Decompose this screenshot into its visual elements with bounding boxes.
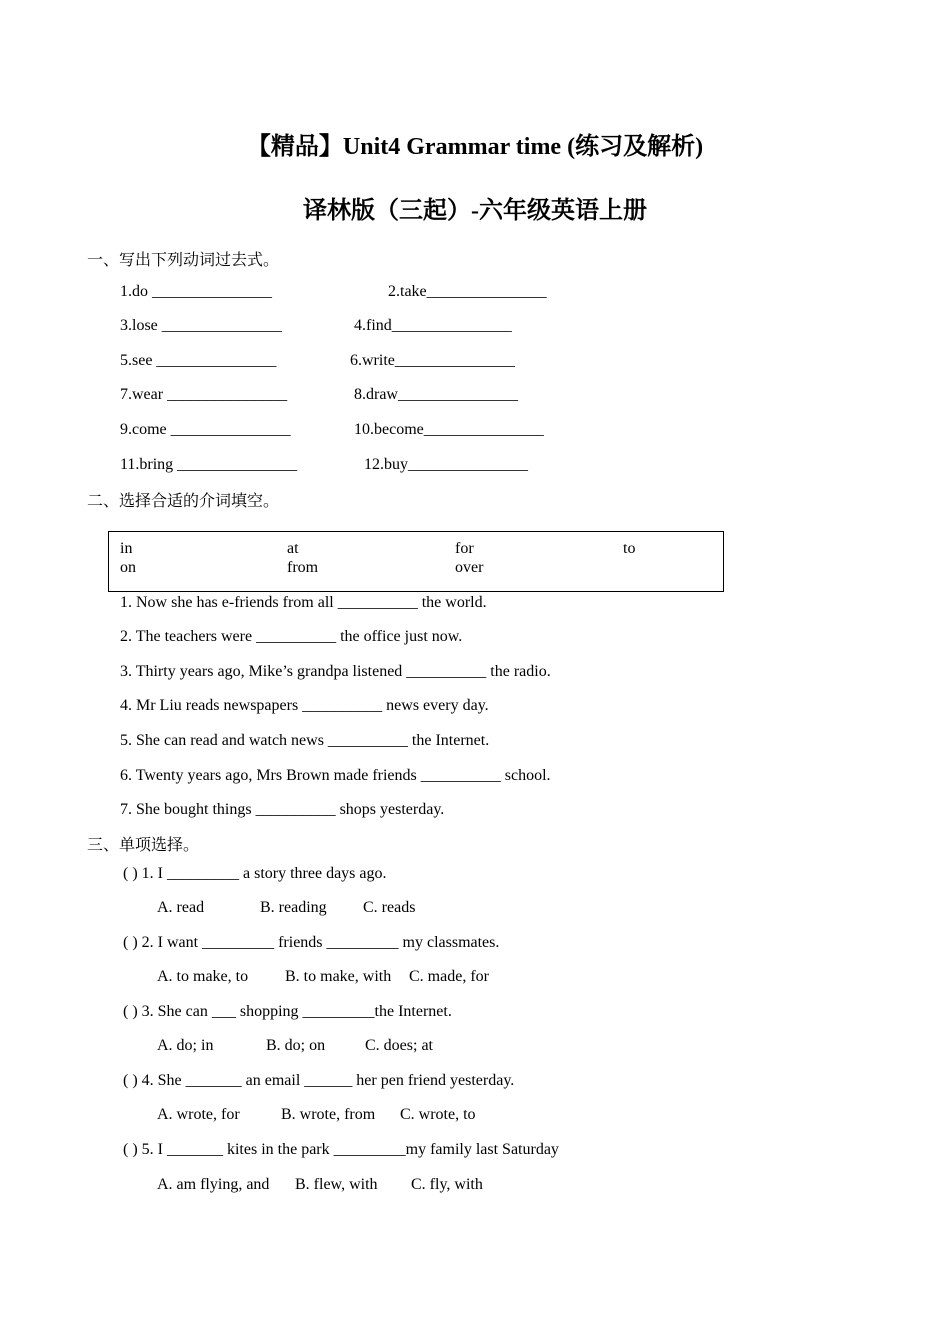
verb-item: 6.write_______________ [350, 352, 515, 369]
word-bank-box [108, 531, 724, 592]
mc-option: A. to make, to [157, 968, 249, 985]
verb-item: 7.wear _______________ [120, 386, 288, 403]
page-title: 【精品】Unit4 Grammar time (练习及解析) [246, 134, 704, 160]
prep-question: 5. She can read and watch news __________ the Internet. [120, 732, 490, 749]
section1-heading: 一、写出下列动词过去式。 [87, 250, 280, 269]
word-bank-item: in [120, 540, 133, 557]
word-bank-item: on [120, 559, 136, 576]
word-bank-item: from [287, 559, 319, 576]
word-bank-item: at [287, 540, 299, 557]
mc-option: C. wrote, to [400, 1106, 476, 1123]
mc-question-stem: ( ) 5. I _______ kites in the park _________my family last Saturday [123, 1141, 559, 1158]
mc-option: C. made, for [409, 968, 489, 985]
prep-question: 6. Twenty years ago, Mrs Brown made friends __________ school. [120, 767, 551, 784]
verb-item: 4.find_______________ [354, 317, 512, 334]
mc-option: A. wrote, for [157, 1106, 240, 1123]
verb-item: 2.take_______________ [388, 283, 547, 300]
mc-option: B. to make, with [285, 968, 392, 985]
verb-item: 12.buy_______________ [364, 456, 528, 473]
verb-item: 9.come _______________ [120, 421, 291, 438]
mc-option: A. am flying, and [157, 1176, 270, 1193]
mc-option: C. reads [363, 899, 416, 916]
prep-question: 1. Now she has e-friends from all __________ the world. [120, 594, 487, 611]
mc-option: B. flew, with [295, 1176, 378, 1193]
mc-option: A. read [157, 899, 205, 916]
verb-item: 1.do _______________ [120, 283, 272, 300]
mc-question-stem: ( ) 1. I _________ a story three days ago. [123, 865, 387, 882]
verb-item: 3.lose _______________ [120, 317, 282, 334]
prep-question: 3. Thirty years ago, Mike’s grandpa listened __________ the radio. [120, 663, 551, 680]
mc-option: C. fly, with [411, 1176, 483, 1193]
word-bank-item: for [455, 540, 474, 557]
section3-heading: 三、单项选择。 [87, 835, 200, 854]
mc-option: B. do; on [266, 1037, 326, 1054]
mc-question-stem: ( ) 2. I want _________ friends _________ my classmates. [123, 934, 500, 951]
prep-question: 7. She bought things __________ shops yesterday. [120, 801, 445, 818]
mc-question-stem: ( ) 3. She can ___ shopping _________the Internet. [123, 1003, 452, 1020]
prep-question: 2. The teachers were __________ the office just now. [120, 628, 463, 645]
mc-question-stem: ( ) 4. She _______ an email ______ her pen friend yesterday. [123, 1072, 515, 1089]
mc-option: A. do; in [157, 1037, 214, 1054]
word-bank-item: to [623, 540, 636, 557]
verb-item: 11.bring _______________ [120, 456, 298, 473]
section2-heading: 二、选择合适的介词填空。 [87, 491, 280, 510]
mc-option: B. reading [260, 899, 327, 916]
verb-item: 10.become_______________ [354, 421, 544, 438]
word-bank-item: over [455, 559, 484, 576]
prep-question: 4. Mr Liu reads newspapers __________ news every day. [120, 697, 489, 714]
mc-option: B. wrote, from [281, 1106, 376, 1123]
mc-option: C. does; at [365, 1037, 433, 1054]
verb-item: 8.draw_______________ [354, 386, 518, 403]
page-subtitle: 译林版（三起）-六年级英语上册 [303, 198, 647, 224]
verb-item: 5.see _______________ [120, 352, 277, 369]
